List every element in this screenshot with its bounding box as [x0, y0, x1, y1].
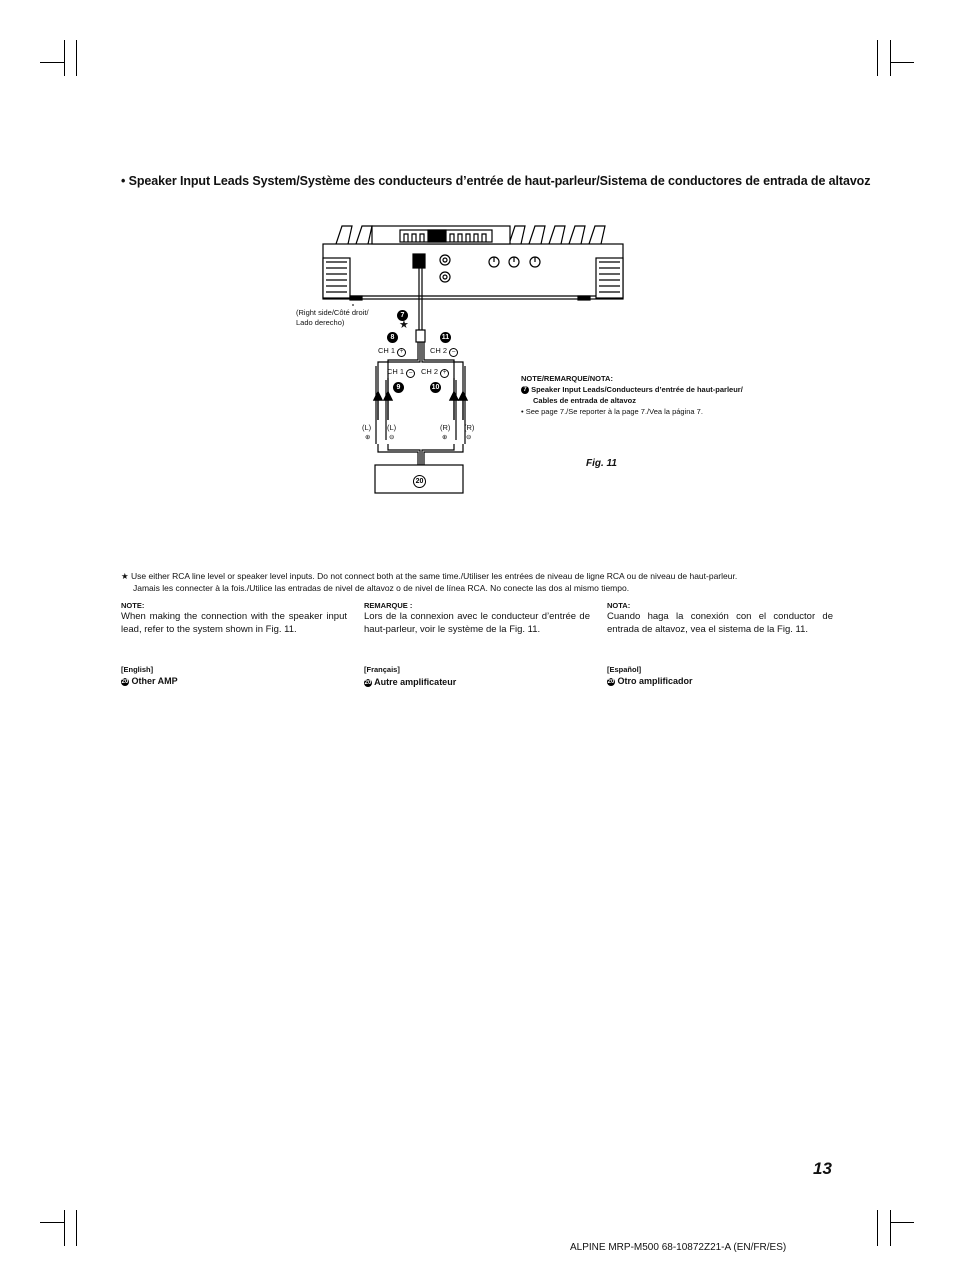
lang-spanish: [Español] — [607, 665, 642, 674]
note-body: Cuando haga la conexión con el conductor de entrada de altavoz, vea el sistema de la Fig. 11. — [607, 611, 833, 635]
note-body: When making the connection with the speaker input lead, refer to the system shown in Fig. 11. — [121, 611, 347, 635]
marker-11: 11 — [441, 334, 450, 342]
l-inner-label: (L) — [387, 423, 397, 432]
r-inner-label: (R) — [440, 423, 451, 432]
plus-sign-icon: ⊕ — [442, 434, 448, 441]
note-head: NOTA: — [607, 601, 631, 610]
note-body: Lors de la connexion avec le conducteur d’entrée de haut-parleur, voir le système de la Fig. 11. — [364, 611, 590, 635]
marker-10: 10 — [431, 384, 440, 392]
footnote — [121, 570, 841, 594]
crop-mark — [64, 1210, 65, 1246]
note-box — [521, 373, 781, 417]
wiring-diagram — [0, 0, 954, 520]
marker-8: 8 — [387, 329, 398, 347]
column-french — [364, 601, 590, 636]
ch1-plus-label: CH 1 + — [378, 346, 406, 357]
minus-sign-icon: ⊖ — [466, 434, 472, 441]
crop-mark — [40, 1222, 64, 1223]
section-heading: • Speaker Input Leads System/Système des conducteurs d’entrée de haut-parleur/Sistema de conductores de entrada de altavoz — [121, 174, 871, 188]
item-english: 20 Other AMP — [121, 676, 178, 686]
ch2-minus-label: CH 2 – — [430, 346, 458, 357]
note-box-item: 7 Speaker Input Leads/Conducteurs d’entrée de haut-parleur/ — [521, 384, 781, 395]
side-label-line1: (Right side/Côté droit/ — [296, 308, 369, 317]
column-english — [121, 601, 347, 636]
note-box-see-page: • See page 7./Se reporter à la page 7./Vea la página 7. — [521, 407, 703, 416]
plus-sign-icon: ⊕ — [365, 434, 371, 441]
r-outer-label: (R) — [464, 423, 475, 432]
crop-mark — [890, 1210, 891, 1246]
marker-20: 20 — [413, 473, 426, 491]
ch2-plus-label: CH 2 + — [421, 367, 449, 378]
note-head: REMARQUE : — [364, 601, 413, 610]
footnote-line1: Use either RCA line level or speaker level inputs. Do not connect both at the same time./Utiliser les entrées de niveau de ligne RCA ou de niveau de haut-parleur. — [131, 571, 738, 581]
footnote-line2: Jamais les connecter à la fois./Utilice las entradas de nivel de altavoz o de nivel de línea RCA. No conecte las dos al mismo tiempo. — [133, 583, 630, 593]
item-spanish: 20 Otro amplificador — [607, 676, 693, 686]
crop-mark — [877, 1210, 878, 1246]
arrow-up-icon — [374, 392, 467, 420]
footer: ALPINE MRP-M500 68-10872Z21-A (EN/FR/ES) — [570, 1242, 787, 1253]
crop-mark — [890, 1222, 914, 1223]
page-number: 13 — [813, 1159, 832, 1178]
side-label-line2: Lado derecho) — [296, 318, 345, 327]
note-head: NOTE: — [121, 601, 145, 610]
figure-label: Fig. 11 — [586, 458, 617, 469]
ch1-minus-label: CH 1 – — [387, 367, 415, 378]
amp-leads — [376, 366, 465, 465]
marker-9: 9 — [393, 379, 404, 397]
amplifier — [323, 226, 623, 300]
minus-sign-icon: ⊖ — [389, 434, 395, 441]
item-french: 20 Autre amplificateur — [364, 677, 457, 687]
note-box-item-line2: Cables de entrada de altavoz — [533, 396, 636, 405]
star-icon: ★ — [399, 319, 409, 331]
crop-mark — [76, 1210, 77, 1246]
note-box-title: NOTE/REMARQUE/NOTA: — [521, 374, 613, 383]
marker-7: 7 — [397, 307, 408, 325]
lang-english: [English] — [121, 665, 154, 674]
column-spanish — [607, 601, 833, 636]
lang-french: [Français] — [364, 665, 400, 674]
l-outer-label: (L) — [362, 423, 372, 432]
star-icon: ★ — [121, 571, 129, 581]
